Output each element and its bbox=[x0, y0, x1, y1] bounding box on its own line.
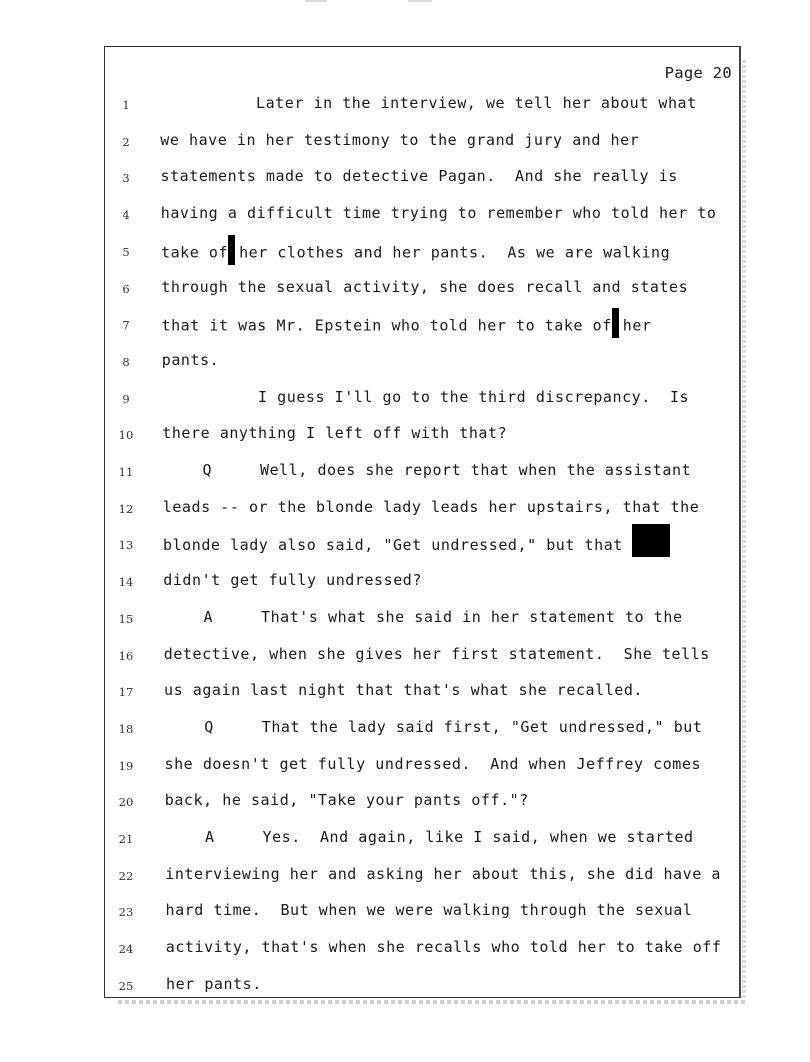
line-number: 1 bbox=[122, 98, 130, 112]
line-text: interviewing her and asking her about this, she did have a bbox=[165, 864, 721, 883]
line-text: statements made to detective Pagan. And she really is bbox=[160, 167, 678, 186]
transcript-line bbox=[0, 608, 810, 632]
line-text: activity, that's when she recalls who told her to take off bbox=[165, 938, 722, 957]
line-text: us again last night that that's what she recalled. bbox=[164, 681, 644, 700]
line-text: take of her clothes and her pants. As we are walking bbox=[161, 241, 670, 265]
line-text: Q That the lady said first, "Get undressed," but bbox=[204, 717, 703, 736]
line-number: 22 bbox=[118, 868, 134, 883]
line-number: 9 bbox=[122, 391, 130, 406]
transcript-line bbox=[0, 131, 810, 155]
transcript-line bbox=[0, 791, 810, 815]
transcript-line bbox=[0, 498, 810, 522]
line-number: 16 bbox=[118, 648, 134, 663]
transcript-line bbox=[0, 975, 810, 999]
line-number: 4 bbox=[122, 208, 130, 223]
line-number: 10 bbox=[118, 428, 134, 443]
line-text: that it was Mr. Epstein who told her to take of her bbox=[162, 314, 652, 338]
line-text: didn't get fully undressed? bbox=[163, 571, 422, 590]
transcript-line bbox=[0, 94, 810, 118]
line-number: 3 bbox=[122, 171, 130, 186]
line-number: 25 bbox=[118, 978, 134, 993]
line-number: 8 bbox=[122, 354, 130, 369]
scan-mark bbox=[305, 0, 327, 2]
redaction-block bbox=[612, 308, 619, 338]
line-number: 5 bbox=[122, 244, 130, 259]
line-number: 17 bbox=[118, 685, 134, 700]
line-number: 24 bbox=[118, 942, 134, 957]
line-text: Q Well, does she report that when the assistant bbox=[202, 461, 692, 479]
line-text: there anything I left off with that? bbox=[162, 424, 508, 443]
line-number: 13 bbox=[118, 538, 134, 553]
line-number: 6 bbox=[122, 281, 130, 296]
line-text: through the sexual activity, she does recall and states bbox=[161, 277, 689, 296]
line-text: blonde lady also said, "Get undressed," but that bbox=[163, 534, 670, 557]
line-number: 7 bbox=[122, 318, 130, 333]
transcript-line bbox=[0, 424, 810, 448]
redaction-block bbox=[228, 235, 235, 265]
scan-edge bbox=[742, 60, 746, 1000]
line-text: hard time. But when we were walking through the sexual bbox=[165, 901, 693, 920]
line-text: back, he said, "Take your pants off."? bbox=[164, 791, 529, 810]
line-text: having a difficult time trying to remember who told her to bbox=[160, 204, 717, 223]
transcript-line bbox=[0, 718, 810, 742]
page-number: Page 20 bbox=[664, 64, 732, 82]
line-text: pants. bbox=[161, 350, 220, 369]
transcript-line bbox=[0, 278, 810, 302]
transcript-line bbox=[0, 865, 810, 889]
transcript-line bbox=[0, 241, 810, 265]
transcript-line bbox=[0, 461, 810, 485]
transcript-line bbox=[0, 681, 810, 705]
line-number: 21 bbox=[118, 832, 134, 846]
transcript-line bbox=[0, 755, 810, 779]
line-text: we have in her testimony to the grand jury and her bbox=[160, 130, 640, 149]
transcript-line bbox=[0, 351, 810, 375]
transcript-line bbox=[0, 388, 810, 412]
redaction-block bbox=[632, 524, 670, 557]
line-text: I guess I'll go to the third discrepancy. Is bbox=[258, 387, 690, 406]
transcript-line bbox=[0, 204, 810, 228]
scan-mark bbox=[408, 0, 432, 2]
line-number: 15 bbox=[118, 611, 134, 626]
line-number: 12 bbox=[118, 501, 134, 516]
line-text: her pants. bbox=[166, 974, 262, 993]
transcript-line bbox=[0, 938, 810, 962]
line-number: 20 bbox=[118, 795, 134, 810]
transcript-line bbox=[0, 534, 810, 558]
transcript-line bbox=[0, 828, 810, 852]
line-text: leads -- or the blonde lady leads her upstairs, that the bbox=[162, 497, 700, 516]
line-number: 23 bbox=[118, 905, 134, 920]
line-text: detective, when she gives her first statement. She tells bbox=[163, 644, 710, 663]
line-text: she doesn't get fully undressed. And when Jeffrey comes bbox=[164, 754, 702, 773]
line-text: A That's what she said in her statement to the bbox=[203, 607, 683, 626]
line-text: Later in the interview, we tell her about what bbox=[256, 94, 697, 112]
transcript-line bbox=[0, 167, 810, 191]
line-number: 19 bbox=[118, 758, 134, 773]
transcript-line bbox=[0, 901, 810, 925]
line-number: 11 bbox=[118, 465, 134, 479]
line-number: 2 bbox=[122, 134, 130, 149]
transcript-line bbox=[0, 314, 810, 338]
line-text: A Yes. And again, like I said, when we started bbox=[205, 828, 694, 846]
transcript-line bbox=[0, 645, 810, 669]
scan-bottom-edge bbox=[118, 1000, 748, 1004]
transcript-line bbox=[0, 571, 810, 595]
line-number: 14 bbox=[118, 575, 134, 590]
line-number: 18 bbox=[118, 721, 134, 736]
